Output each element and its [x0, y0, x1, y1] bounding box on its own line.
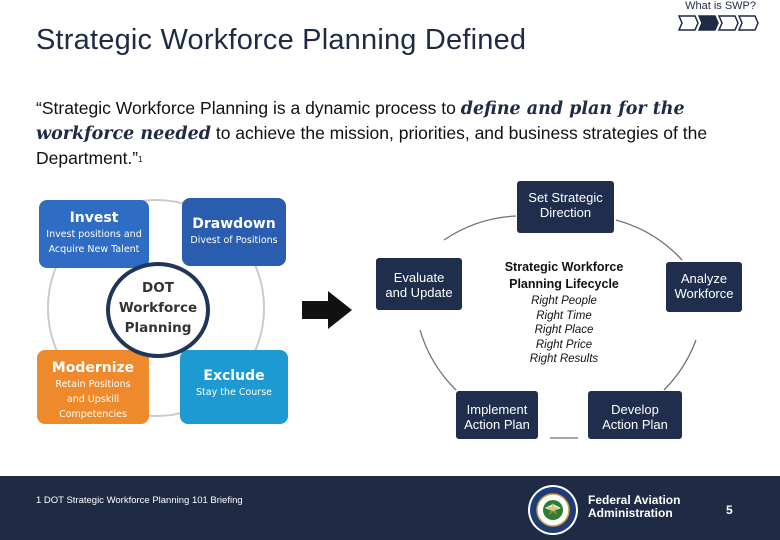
quote-text-start: “Strategic Workforce Planning is a dynamic process to — [36, 98, 461, 118]
drawdown-quadrant — [182, 198, 286, 266]
agency-name — [588, 494, 680, 520]
page-number: 5 — [726, 503, 733, 517]
invest-heading: Invest — [69, 210, 119, 226]
progress-chevrons-icon — [678, 15, 760, 31]
quote-emphasis: define and plan for the workforce needed — [36, 99, 685, 144]
right-item: Right People — [531, 295, 597, 307]
invest-quadrant — [39, 200, 149, 268]
implement-line-2: Action Plan — [464, 417, 530, 432]
right-item: Right Time — [536, 309, 592, 322]
section-label: What is SWP? — [685, 0, 756, 12]
agency-line-1: Federal Aviation — [588, 493, 681, 507]
evaluate-line-1: Evaluate — [393, 270, 445, 285]
exclude-heading: Exclude — [203, 368, 265, 384]
lifecycle-title-line-2: Planning Lifecycle — [509, 277, 619, 291]
evaluate-and-update-box — [376, 258, 462, 310]
analyze-workforce-box — [666, 262, 742, 312]
page-title: Strategic Workforce Planning Defined — [36, 24, 527, 56]
implement-action-plan-box — [456, 391, 538, 439]
analyze-line-1: Analyze — [680, 271, 728, 286]
right-arrow-icon — [302, 291, 352, 329]
right-item: Right Place — [534, 324, 594, 337]
develop-line-2: Action Plan — [602, 417, 668, 432]
faa-seal-icon — [527, 484, 579, 536]
right-item: Right Results — [529, 353, 599, 366]
drawdown-line-1: Divest of Positions — [190, 235, 278, 246]
invest-line-2: Acquire New Talent — [48, 244, 140, 255]
modernize-heading: Modernize — [51, 360, 135, 376]
set-strategic-direction-box — [517, 181, 614, 233]
lifecycle-title-line-1: Strategic Workforce — [504, 260, 624, 274]
implement-line-1: Implement — [466, 402, 528, 417]
five-rights-list — [494, 294, 634, 367]
direction-line-1: Set Strategic — [528, 190, 603, 205]
drawdown-heading: Drawdown — [192, 216, 276, 232]
develop-line-1: Develop — [611, 402, 659, 417]
modernize-line-3: Competencies — [59, 409, 127, 420]
analyze-line-2: Workforce — [674, 286, 734, 301]
modernize-line-1: Retain Positions — [55, 379, 131, 390]
dot-workforce-planning-center — [106, 262, 210, 358]
modernize-line-2: and Upskill — [66, 394, 120, 405]
footnote-marker: 1 — [138, 155, 143, 164]
evaluate-line-2: and Update — [385, 285, 453, 300]
lifecycle-title — [484, 259, 644, 293]
center-line-3: Planning — [124, 320, 192, 336]
quote-text-end: to achieve the mission, priorities, and business strategies of the Department.” — [36, 123, 708, 168]
exclude-quadrant — [180, 350, 288, 424]
center-line-2: Workforce — [118, 300, 198, 316]
footnote-source: 1 DOT Strategic Workforce Planning 101 Briefing — [36, 495, 243, 506]
exclude-line-1: Stay the Course — [196, 387, 272, 398]
develop-action-plan-box — [588, 391, 682, 439]
direction-line-2: Direction — [539, 205, 592, 220]
agency-line-2: Administration — [588, 506, 673, 520]
modernize-quadrant — [37, 350, 149, 424]
invest-line-1: Invest positions and — [46, 229, 142, 240]
center-line-1: DOT — [142, 280, 174, 296]
right-item: Right Price — [535, 338, 593, 351]
swp-definition-quote — [36, 96, 736, 174]
